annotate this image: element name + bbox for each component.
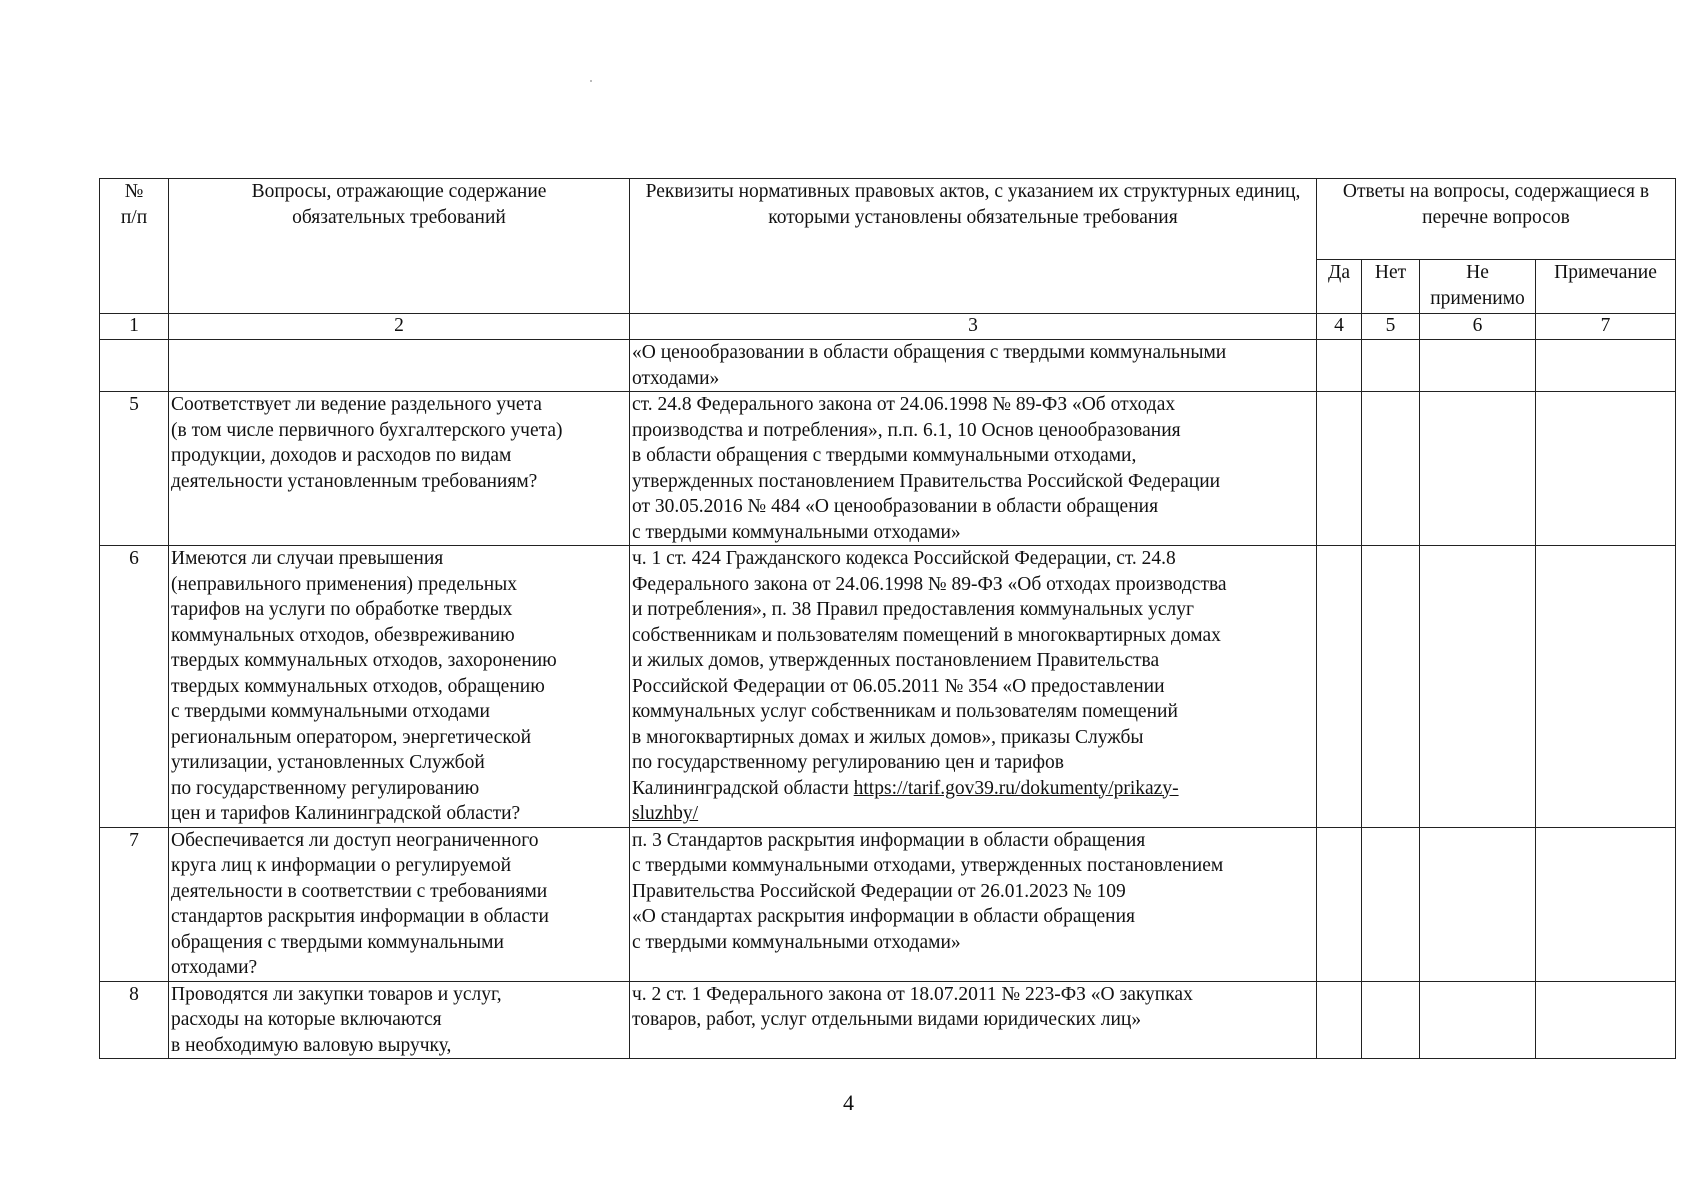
- row-number: [100, 340, 169, 392]
- header-yes: Да: [1317, 260, 1362, 314]
- row-number: 6: [100, 546, 169, 828]
- checklist-sheet: [99, 178, 1675, 1059]
- row-acts-text: ч. 1 ст. 424 Гражданского кодекса Российской Федерации, ст. 24.8 Федерального закона от 24.06.1998 № 89-ФЗ «Об отходах производства и потребления», п. 38 Правил предоставления коммунальных услуг собственникам и пользователям помещений в многоквартирных домах и жилых домов, утвержденных постановлением Правительства Российской Федерации от 06.05.2011 № 354 «О предоставлении коммунальных услуг собственникам и пользователям помещений в многоквартирных домах и жилых домов», приказы Службы по государственному регулированию цен и тарифов Калининградской области: [632, 548, 1227, 799]
- table-row: [100, 340, 1676, 392]
- checklist-table: [99, 178, 1676, 1059]
- answer-yes-cell[interactable]: [1317, 981, 1362, 1059]
- answer-na-cell[interactable]: [1420, 392, 1536, 546]
- answer-no-cell[interactable]: [1362, 546, 1420, 828]
- answer-na-cell[interactable]: [1420, 340, 1536, 392]
- answer-note-cell[interactable]: [1536, 981, 1676, 1059]
- header-num: № п/п: [100, 179, 169, 314]
- answer-na-cell[interactable]: [1420, 981, 1536, 1059]
- row-question: Соответствует ли ведение раздельного учета (в том числе первичного бухгалтерского учета) продукции, доходов и расходов по видам деятельности установленным требованиям?: [169, 392, 630, 546]
- row-number: 5: [100, 392, 169, 546]
- answer-note-cell[interactable]: [1536, 340, 1676, 392]
- column-number-6: 6: [1420, 314, 1536, 340]
- header-row: [100, 179, 1676, 260]
- table-row: [100, 981, 1676, 1059]
- header-answers-text: Ответы на вопросы, содержащиеся в перечне вопросов: [1342, 181, 1650, 228]
- column-number-1: 1: [100, 314, 169, 340]
- row-acts: [630, 546, 1317, 828]
- answer-na-cell[interactable]: [1420, 546, 1536, 828]
- row-acts: ч. 2 ст. 1 Федерального закона от 18.07.2011 № 223-ФЗ «О закупках товаров, работ, услуг отдельными видами юридических лиц»: [630, 981, 1317, 1059]
- tariff-orders-link[interactable]: https://tarif.gov39.ru/dokumenty/prikazy- sluzhby/: [632, 777, 1179, 824]
- column-number-3: 3: [630, 314, 1317, 340]
- column-number-7: 7: [1536, 314, 1676, 340]
- answer-no-cell[interactable]: [1362, 340, 1420, 392]
- page-number: 4: [843, 1090, 854, 1115]
- answer-yes-cell[interactable]: [1317, 392, 1362, 546]
- answer-no-cell[interactable]: [1362, 981, 1420, 1059]
- row-question: [169, 340, 630, 392]
- row-question: Обеспечивается ли доступ неограниченного круга лиц к информации о регулируемой деятельности в соответствии с требованиями стандартов раскрытия информации в области обращения с твердыми коммунальными отходами?: [169, 827, 630, 981]
- answer-yes-cell[interactable]: [1317, 340, 1362, 392]
- table-row: [100, 392, 1676, 546]
- row-acts: ст. 24.8 Федерального закона от 24.06.1998 № 89-ФЗ «Об отходах производства и потребления», п.п. 6.1, 10 Основ ценообразования в области обращения с твердыми коммунальными отходами, утвержденных постановлением Правительства Российской Федерации от 30.05.2016 № 484 «О ценообразовании в области обращения с твердыми коммунальными отходами»: [630, 392, 1317, 546]
- row-question: Проводятся ли закупки товаров и услуг, расходы на которые включаются в необходимую валовую выручку,: [169, 981, 630, 1059]
- table-row: [100, 546, 1676, 828]
- row-number: 7: [100, 827, 169, 981]
- header-question: [169, 179, 630, 314]
- scan-speck: [590, 80, 592, 82]
- answer-yes-cell[interactable]: [1317, 546, 1362, 828]
- header-acts: Реквизиты нормативных правовых актов, с указанием их структурных единиц, которыми установлены обязательные требования: [630, 179, 1317, 314]
- column-number-4: 4: [1317, 314, 1362, 340]
- answer-note-cell[interactable]: [1536, 827, 1676, 981]
- answer-note-cell[interactable]: [1536, 392, 1676, 546]
- table-row: [100, 827, 1676, 981]
- header-note: Примечание: [1536, 260, 1676, 314]
- row-acts: п. 3 Стандартов раскрытия информации в области обращения с твердыми коммунальными отходами, утвержденных постановлением Правительства Российской Федерации от 26.01.2023 № 109 «О стандартах раскрытия информации в области обращения с твердыми коммунальными отходами»: [630, 827, 1317, 981]
- header-not-applicable: Не применимо: [1420, 260, 1536, 314]
- row-acts: «О ценообразовании в области обращения с твердыми коммунальными отходами»: [630, 340, 1317, 392]
- column-number-row: [100, 314, 1676, 340]
- answer-no-cell[interactable]: [1362, 392, 1420, 546]
- row-question: Имеются ли случаи превышения (неправильного применения) предельных тарифов на услуги по обработке твердых коммунальных отходов, обезвреживанию твердых коммунальных отходов, захоронению твердых коммунальных отходов, обращению с твердыми коммунальными отходами региональным оператором, энергетической утилизации, установленных Службой по государственному регулированию цен и тарифов Калининградской области?: [169, 546, 630, 828]
- column-number-5: 5: [1362, 314, 1420, 340]
- row-number: 8: [100, 981, 169, 1059]
- answer-note-cell[interactable]: [1536, 546, 1676, 828]
- column-number-2: 2: [169, 314, 630, 340]
- header-no: Нет: [1362, 260, 1420, 314]
- answer-na-cell[interactable]: [1420, 827, 1536, 981]
- header-answers: [1317, 179, 1676, 260]
- answer-yes-cell[interactable]: [1317, 827, 1362, 981]
- header-question-text: Вопросы, отражающие содержание обязательных требований: [251, 181, 547, 228]
- answer-no-cell[interactable]: [1362, 827, 1420, 981]
